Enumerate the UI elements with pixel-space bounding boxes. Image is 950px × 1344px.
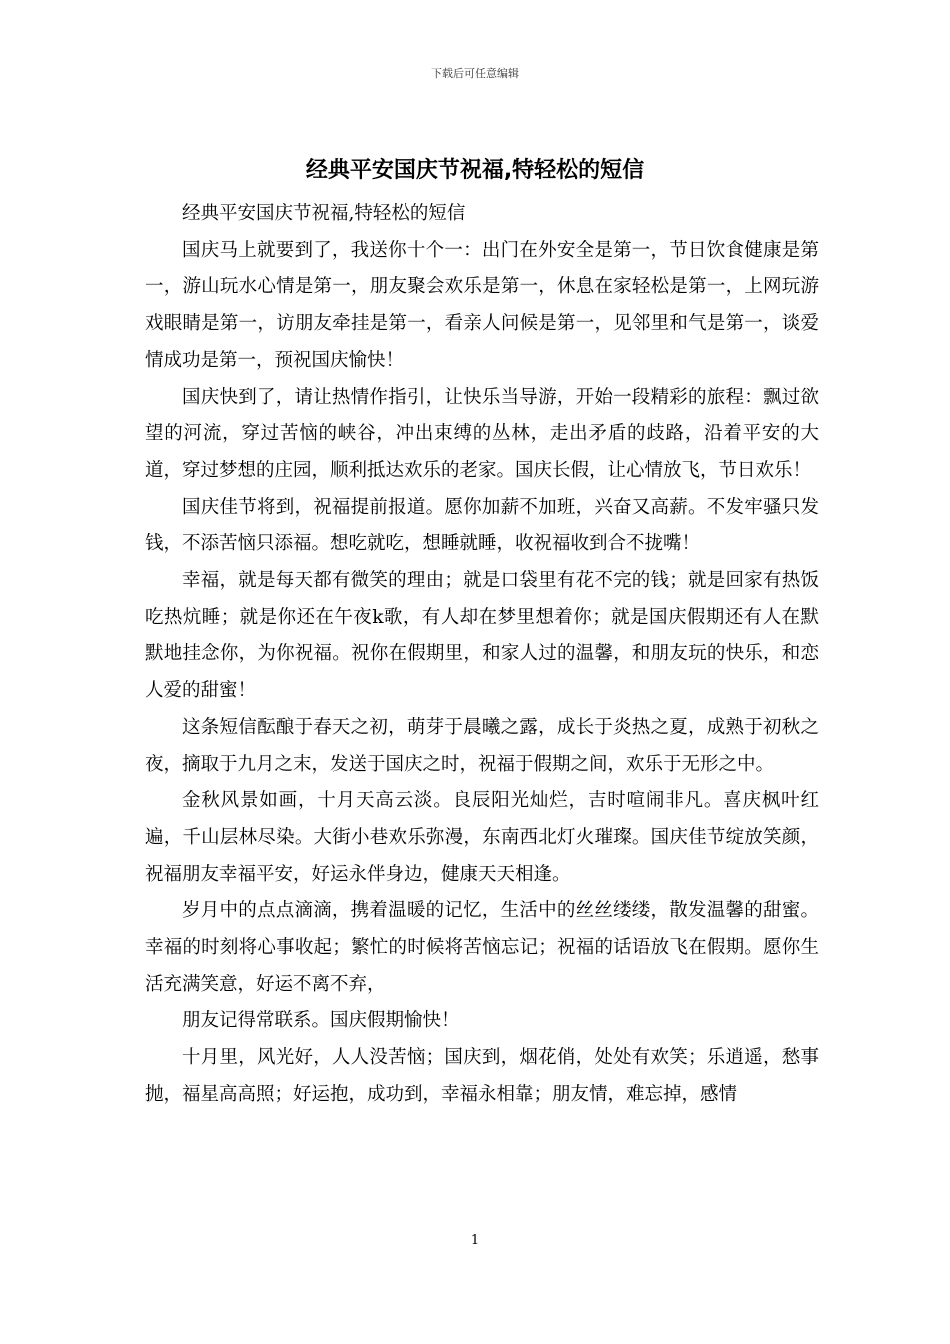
paragraph: 经典平安国庆节祝福,特轻松的短信	[182, 203, 466, 224]
page-header: 下载后可任意编辑	[431, 67, 519, 80]
document-body	[145, 196, 819, 1114]
paragraph: 朋友记得常联系。国庆假期愉快！	[182, 1010, 460, 1032]
paragraph: 这条短信酝酿于春天之初，萌芽于晨曦之露，成长于炎热之夏，成熟于初秋之夜，摘取于九月之末，发送于国庆之时，祝福于假期之间，欢乐于无形之中。	[145, 716, 819, 775]
paragraph: 国庆马上就要到了，我送你十个一：出门在外安全是第一，节日饮食健康是第一，游山玩水心情是第一，朋友聚会欢乐是第一，休息在家轻松是第一，上网玩游戏眼睛是第一，访朋友牵挂是第一，看亲人问候是第一，见邻里和气是第一，谈爱情成功是第一，预祝国庆愉快！	[145, 239, 819, 371]
paragraph: 金秋风景如画，十月天高云淡。良辰阳光灿烂，吉时喧闹非凡。喜庆枫叶红遍，千山层林尽染。大街小巷欢乐弥漫，东南西北灯火璀璨。国庆佳节绽放笑颜，祝福朋友幸福平安，好运永伴身边，健康天天相逢。	[145, 790, 819, 885]
page-number: 1	[470, 1233, 480, 1248]
paragraph: 国庆佳节将到，祝福提前报道。愿你加薪不加班，兴奋又高薪。不发牢骚只发钱，不添苦恼只添福。想吃就吃，想睡就睡，收祝福收到合不拢嘴！	[145, 496, 819, 555]
paragraph: 幸福，就是每天都有微笑的理由；就是口袋里有花不完的钱；就是回家有热饭吃热炕睡；就是你还在午夜k歌，有人却在梦里想着你；就是国庆假期还有人在默默地挂念你，为你祝福。祝你在假期里，和家人过的温馨，和朋友玩的快乐，和恋人爱的甜蜜！	[145, 570, 819, 702]
paragraph: 十月里，风光好，人人没苦恼；国庆到，烟花俏，处处有欢笑；乐逍遥，愁事抛，福星高高照；好运抱，成功到，幸福永相靠；朋友情，难忘掉，感情	[145, 1047, 819, 1105]
paragraph: 岁月中的点点滴滴，携着温暖的记忆，生活中的丝丝缕缕，散发温馨的甜蜜。幸福的时刻将心事收起；繁忙的时候将苦恼忘记；祝福的话语放飞在假期。愿你生活充满笑意，好运不离不弃，	[145, 900, 819, 995]
paragraph: 国庆快到了，请让热情作指引，让快乐当导游，开始一段精彩的旅程：飘过欲望的河流，穿过苦恼的峡谷，冲出束缚的丛林，走出矛盾的歧路，沿着平安的大道，穿过梦想的庄园，顺利抵达欢乐的老家。国庆长假，让心情放飞，节日欢乐！	[145, 386, 819, 481]
document-title: 经典平安国庆节祝福,特轻松的短信	[305, 158, 645, 183]
